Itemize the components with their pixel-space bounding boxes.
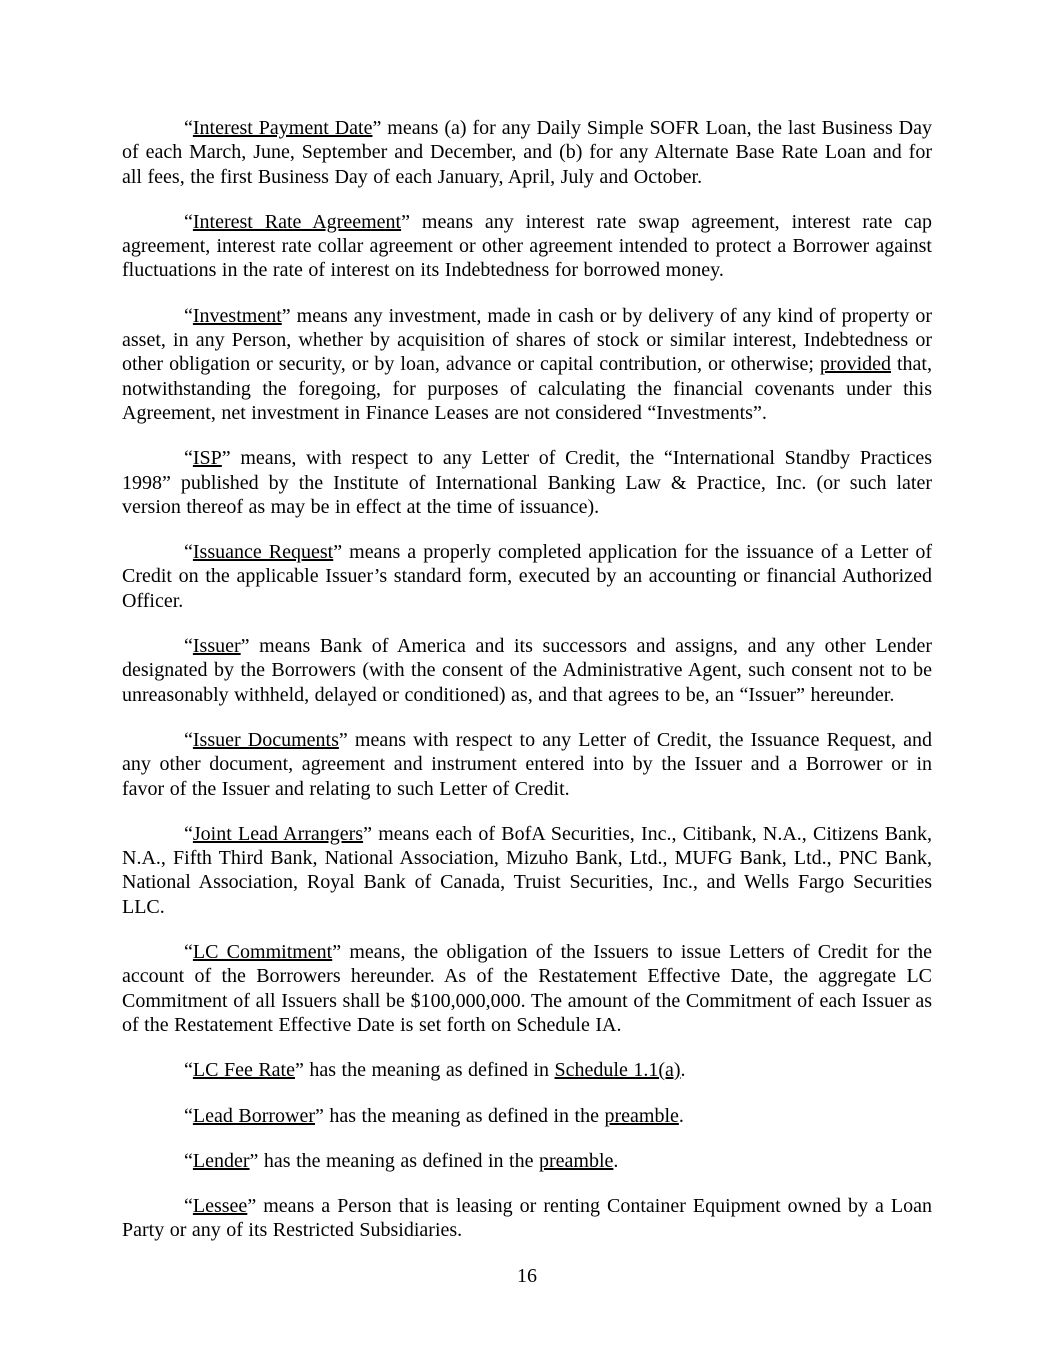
paragraph-text: ” has the meaning as defined in the: [249, 1149, 539, 1172]
defined-term: Issuance Request: [192, 541, 334, 564]
paragraph-text: “: [184, 728, 193, 751]
defined-term: preamble: [604, 1104, 679, 1127]
paragraph-text: ” means (a) for any Daily Simple SOFR Loan, the last Business Day of each March, June, September and December, and (b) for any Alternate Base Rate Loan and for all fees, the first Business Day of each January, April, July and October.: [122, 117, 932, 188]
defined-term: Investment: [192, 304, 282, 327]
paragraph-text: .: [678, 1104, 684, 1127]
defined-term: Interest Payment Date: [192, 117, 373, 139]
paragraph-text: ” means a Person that is leasing or renting Container Equipment owned by a Loan Party or any of its Restricted Subsidiaries.: [122, 1195, 932, 1242]
defined-term: Lessee: [192, 1195, 248, 1218]
defined-term: Issuer Documents: [192, 728, 339, 751]
page-number: 16: [517, 1264, 537, 1287]
document-body: [122, 116, 932, 1243]
paragraph-issuance-request: [122, 540, 932, 613]
paragraph-text: “: [184, 447, 193, 470]
defined-term: LC Fee Rate: [192, 1059, 295, 1082]
paragraph-interest-payment-date: [122, 116, 932, 189]
paragraph-text: ” means any interest rate swap agreement, interest rate cap agreement, interest rate collar agreement or other agreement intended to protect a Borrower against fluctuations in the rate of interest on its Indebtedness for borrowed money.: [122, 210, 932, 282]
paragraph-text: “: [184, 822, 193, 845]
defined-term: ISP: [192, 447, 222, 470]
paragraph-lc-fee-rate: [122, 1058, 932, 1082]
paragraph-lessee: [122, 1194, 932, 1243]
paragraph-text: “: [184, 541, 193, 564]
paragraph-text: .: [680, 1059, 686, 1082]
paragraph-lead-borrower: [122, 1104, 932, 1128]
paragraph-text: “: [184, 117, 193, 139]
paragraph-issuer: [122, 634, 932, 707]
paragraph-text: “: [184, 941, 193, 964]
defined-term: Schedule 1.1(a): [554, 1059, 681, 1082]
paragraph-text: “: [184, 1149, 193, 1172]
paragraph-issuer-documents: [122, 728, 932, 801]
paragraph-text: ” has the meaning as defined in the: [315, 1104, 605, 1127]
paragraph-investment: [122, 304, 932, 425]
defined-term: Interest Rate Agreement: [192, 210, 402, 233]
paragraph-text: ” means with respect to any Letter of Credit, the Issuance Request, and any other document, agreement and instrument entered into by the Issuer and a Borrower or in favor of the Issuer and relating to such Letter of Credit.: [122, 728, 933, 800]
defined-term: Joint Lead Arrangers: [192, 822, 364, 845]
paragraph-text: ” means each of BofA Securities, Inc., Citibank, N.A., Citizens Bank, N.A., Fifth Third Bank, National Association, Mizuho Bank, Ltd., MUFG Bank, Ltd., PNC Bank, National Association, Royal Bank of Canada, Truist Securities, Inc., and Wells Fargo Securities LLC.: [122, 822, 932, 918]
defined-term: Issuer: [192, 635, 241, 658]
paragraph-text: “: [184, 1059, 193, 1082]
paragraph-joint-lead-arrangers: [122, 822, 932, 919]
paragraph-text: that, notwithstanding the foregoing, for purposes of calculating the financial covenants under this Agreement, net investment in Finance Leases are not considered “Investments”.: [122, 353, 932, 424]
paragraph-text: “: [184, 304, 193, 327]
defined-term: Lead Borrower: [192, 1104, 316, 1127]
paragraph-text: .: [613, 1149, 619, 1172]
paragraph-lc-commitment: [122, 940, 932, 1037]
defined-term: preamble: [539, 1149, 614, 1172]
paragraph-text: “: [184, 210, 193, 233]
paragraph-text: ” means, the obligation of the Issuers to issue Letters of Credit for the account of the Borrowers hereunder. As of the Restatement Effective Date, the aggregate LC Commitment of all Issuers shall be $100,000,000. The amount of the Commitment of each Issuer as of the Restatement Effective Date is set forth on Schedule IA.: [122, 941, 932, 1036]
paragraph-text: ” has the meaning as defined in: [294, 1059, 555, 1082]
paragraph-lender: [122, 1149, 932, 1173]
paragraph-text: ” means a properly completed application for the issuance of a Letter of Credit on the applicable Issuer’s standard form, executed by an accounting or financial Authorized Officer.: [122, 541, 932, 612]
paragraph-text: “: [184, 635, 193, 658]
paragraph-text: ” means Bank of America and its successors and assigns, and any other Lender designated by the Borrowers (with the consent of the Administrative Agent, such consent not to be unreasonably withheld, delayed or conditioned) as, and that agrees to be, an “Issuer” hereunder.: [122, 635, 932, 706]
paragraph-text: ” means, with respect to any Letter of Credit, the “International Standby Practices 1998” published by the Institute of International Banking Law & Practice, Inc. (or such later version thereof as may be in effect at the time of issuance).: [122, 447, 932, 518]
defined-term: LC Commitment: [192, 941, 333, 964]
paragraph-text: “: [184, 1104, 193, 1127]
paragraph-text: ” means any investment, made in cash or by delivery of any kind of property or asset, in any Person, whether by acquisition of shares of stock or similar interest, Indebtedness or other obligation or security, or by loan, advance or capital contribution, or otherwise;: [122, 304, 932, 376]
paragraph-isp: [122, 446, 932, 519]
defined-term: provided: [819, 353, 892, 376]
defined-term: Lender: [192, 1149, 250, 1172]
paragraph-text: “: [184, 1195, 193, 1218]
paragraph-interest-rate-agreement: [122, 210, 932, 283]
